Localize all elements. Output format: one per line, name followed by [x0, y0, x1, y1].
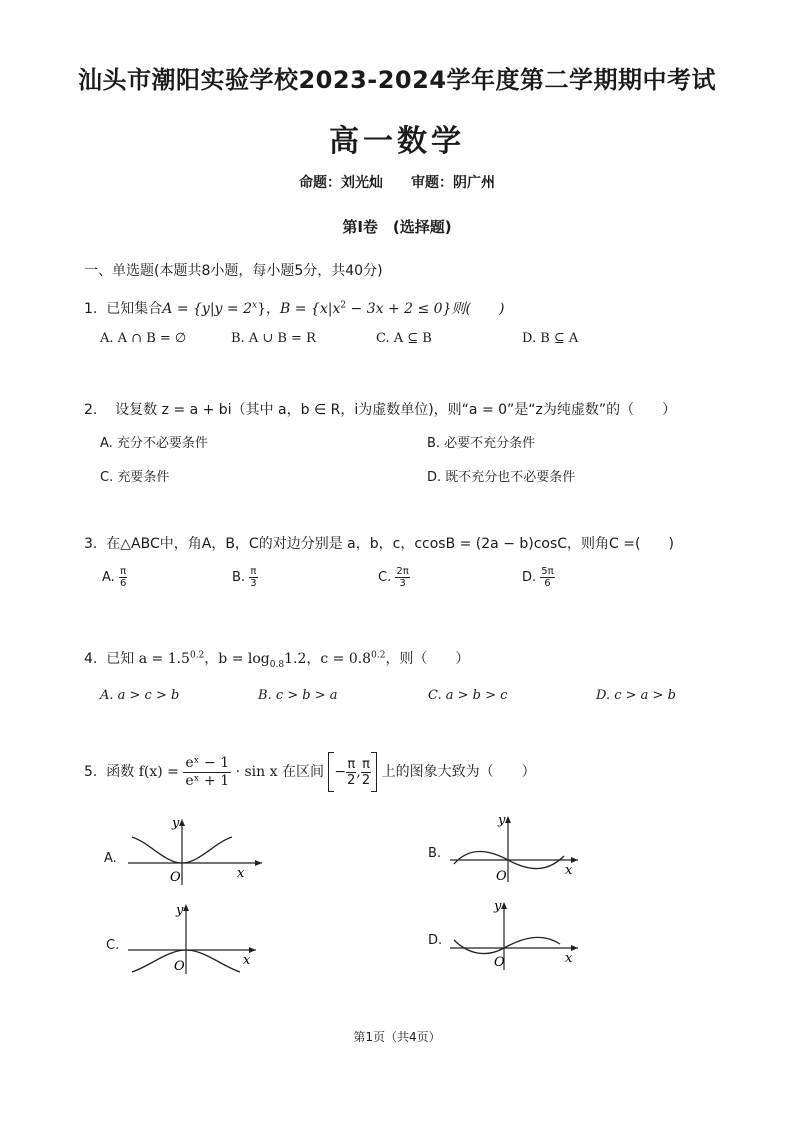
origin-label: O — [494, 955, 505, 970]
option-fraction: $\frac{\pi}{3}$ — [250, 566, 257, 589]
option-label: D. — [522, 570, 537, 585]
question-3 — [84, 533, 674, 553]
exam-authors — [0, 172, 794, 192]
page-number: 第1页（共4页） — [353, 1030, 441, 1044]
question-1 — [84, 298, 504, 318]
graph-a-label[interactable]: A. — [104, 851, 117, 866]
y-axis-label: y — [172, 816, 180, 831]
interval-fraction-right: $\frac{\pi}{2}$ — [361, 756, 371, 788]
q2-option-d[interactable]: D. 既不充分也不必要条件 — [427, 470, 576, 485]
q5-function-label: 函数 f(x) = — [106, 764, 179, 780]
exam-title: 汕头市潮阳实验学校2023-2024学年度第二学期期中考试 — [77, 66, 717, 94]
q2-option-b[interactable]: B. 必要不充分条件 — [427, 436, 536, 451]
set-a-exponent: x — [252, 300, 258, 311]
question-number: 4. — [84, 651, 98, 667]
q4-log-base: 0.8 — [269, 659, 285, 670]
volume-heading: 第Ⅰ卷 (选择题) — [342, 218, 452, 236]
x-axis-label: x — [565, 951, 573, 966]
option-fraction: $\frac{\pi}{6}$ — [119, 566, 127, 589]
author-label: 命题：刘光灿 — [299, 175, 383, 191]
graph-b[interactable] — [444, 812, 584, 887]
q4-option-a[interactable]: A. a > c > b — [100, 688, 180, 703]
q4-exponent-c: 0.2 — [371, 650, 386, 661]
interval-minus: − — [334, 764, 347, 780]
reviewer-label: 审题：阴广州 — [411, 175, 495, 191]
question-number: 1. — [84, 301, 98, 317]
q1-option-a[interactable]: A. A ∩ B = ∅ — [100, 331, 187, 346]
curve — [454, 937, 560, 953]
y-axis-arrow — [501, 902, 507, 909]
question-stem: 已知集合 — [106, 301, 163, 317]
graph-d[interactable] — [444, 898, 584, 973]
y-axis-label: y — [494, 899, 502, 914]
q4-stem-end: ，则（ ） — [385, 651, 470, 667]
y-axis-arrow — [179, 819, 185, 826]
set-b-end: − 3x + 2 ≤ 0}则( ) — [346, 301, 505, 317]
question-number: 3. — [84, 536, 98, 552]
q2-option-c[interactable]: C. 充要条件 — [100, 470, 170, 485]
q4-option-b[interactable]: B. c > b > a — [258, 688, 338, 703]
graph-c-label[interactable]: C. — [106, 938, 120, 953]
option-label: A. — [102, 570, 115, 585]
q4-stem-b: ，b = log — [204, 651, 270, 667]
question-stem: 设复数 z = a + bi（其中 a，b ∈ R，i为虚数单位)，则“a = 0”是“z为纯虚数”的（ ） — [115, 402, 677, 418]
q4-stem-a: 已知 a = 1.5 — [106, 651, 190, 667]
q3-option-a[interactable] — [102, 566, 127, 589]
interval-separator: , — [356, 764, 361, 780]
set-a: A = {y|y = 2 — [162, 301, 252, 317]
exam-subject: 高一数学 — [329, 124, 465, 159]
set-b-exponent: 2 — [340, 300, 347, 311]
interval-right-bracket — [371, 752, 377, 792]
origin-label: O — [174, 959, 185, 974]
option-fraction: $\frac{5\pi}{6}$ — [541, 566, 554, 589]
x-axis-arrow — [255, 860, 262, 866]
x-axis-label: x — [565, 863, 573, 878]
question-5 — [84, 752, 536, 792]
x-axis-label: x — [243, 953, 251, 968]
question-4 — [84, 648, 469, 670]
graph-d-label[interactable]: D. — [428, 933, 443, 948]
q1-option-c[interactable]: C. A ⊆ B — [376, 331, 432, 346]
x-axis-label: x — [237, 866, 245, 881]
option-label: B. — [232, 570, 246, 585]
graph-c[interactable] — [122, 900, 262, 980]
y-axis-arrow — [183, 904, 189, 911]
graph-b-label[interactable]: B. — [428, 846, 442, 861]
question-number: 5. — [84, 764, 98, 780]
question-stem: 在△ABC中，角A，B，C的对边分别是 a，b，c，ccosB = (2a − b)cosC，则角C =( ) — [106, 536, 674, 552]
q5-stem-end: 上的图象大致为（ ） — [381, 764, 536, 780]
question-2 — [84, 399, 676, 419]
question-number: 2. — [84, 402, 98, 418]
q3-option-d[interactable] — [522, 566, 555, 589]
set-a-end: }， — [257, 301, 280, 317]
q5-function-fraction: $\frac{\text{eˣ − 1}}{\text{eˣ + 1}}$ — [185, 754, 230, 789]
origin-label: O — [170, 870, 181, 885]
section-heading: 一、单选题(本题共8小题，每小题5分，共40分) — [84, 263, 383, 279]
q1-option-b[interactable]: B. A ∪ B = R — [231, 331, 316, 346]
interval-fraction-left: $\frac{\pi}{2}$ — [347, 756, 356, 788]
q4-option-c[interactable]: C. a > b > c — [428, 688, 508, 703]
q3-option-c[interactable] — [378, 566, 410, 589]
origin-label: O — [496, 869, 507, 884]
y-axis-label: y — [498, 813, 506, 828]
option-label: C. — [378, 570, 392, 585]
graph-a[interactable] — [120, 815, 270, 890]
set-b: B = {x|x — [280, 301, 341, 317]
q4-stem-b2: 1.2，c = 0.8 — [284, 651, 372, 667]
q4-exponent-a: 0.2 — [189, 650, 205, 661]
y-axis-arrow — [505, 816, 511, 823]
q1-option-d[interactable]: D. B ⊆ A — [522, 331, 579, 346]
y-axis-label: y — [176, 903, 184, 918]
option-fraction: $\frac{2\pi}{3}$ — [396, 566, 409, 589]
q5-function-mid: · sin x 在区间 — [235, 764, 324, 780]
q4-option-d[interactable]: D. c > a > b — [596, 688, 676, 703]
q2-option-a[interactable]: A. 充分不必要条件 — [100, 436, 208, 451]
q3-option-b[interactable] — [232, 566, 258, 589]
